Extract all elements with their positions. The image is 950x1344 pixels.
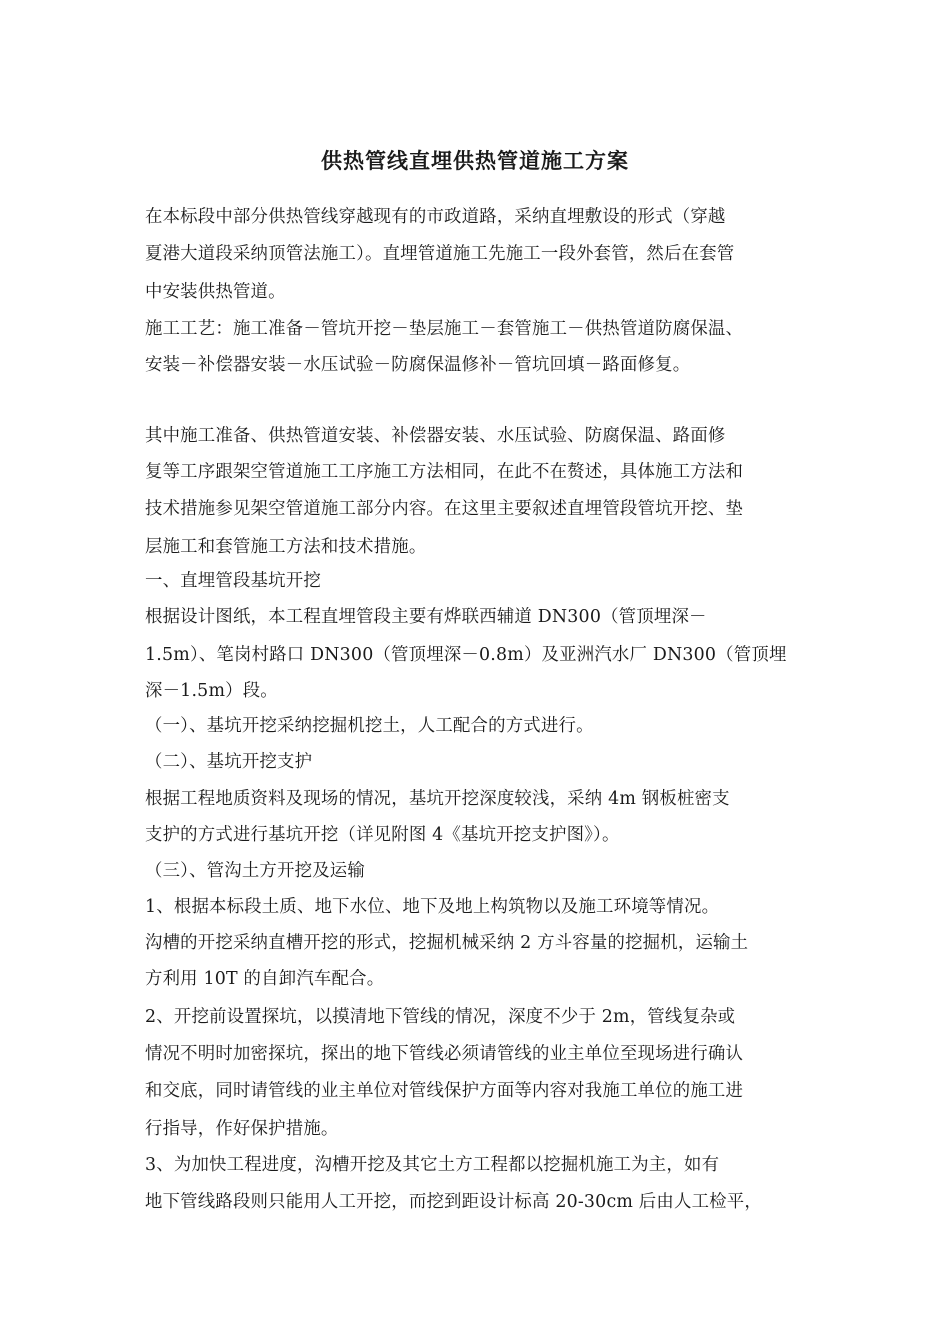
paragraph-line: 层施工和套管施工方法和技术措施。	[145, 537, 427, 557]
paragraph-line: 行指导，作好保护措施。	[145, 1119, 339, 1139]
subsection-heading: （一）、基坑开挖采纳挖掘机挖土，人工配合的方式进行。	[145, 716, 594, 736]
paragraph-line: 方利用 10T 的自卸汽车配合。	[145, 969, 385, 989]
paragraph-line: 其中施工准备、供热管道安装、补偿器安装、水压试验、防腐保温、路面修	[145, 426, 726, 446]
paragraph-line: 沟槽的开挖采纳直槽开挖的形式，挖掘机械采纳 2 方斗容量的挖掘机，运输土	[145, 933, 749, 953]
subsection-heading: （三）、管沟土方开挖及运输	[145, 861, 365, 881]
section-heading: 一、直埋管段基坑开挖	[145, 571, 321, 591]
paragraph-line: 技术措施参见架空管道施工部分内容。在这里主要叙述直埋管段管坑开挖、垫	[145, 499, 744, 519]
paragraph-line: 中安装供热管道。	[145, 282, 286, 302]
paragraph-line: 1.5m）、笔岗村路口 DN300（管顶埋深－0.8m）及亚洲汽水厂 DN300（管顶埋	[145, 645, 787, 665]
subsection-heading: （二）、基坑开挖支护	[145, 752, 313, 772]
paragraph-line: 夏港大道段采纳顶管法施工）。直埋管道施工先施工一段外套管，然后在套管	[145, 244, 735, 264]
paragraph-line: 根据工程地质资料及现场的情况，基坑开挖深度较浅，采纳 4m 钢板桩密支	[145, 789, 730, 809]
paragraph-line: 情况不明时加密探坑，探出的地下管线必须请管线的业主单位至现场进行确认	[145, 1044, 744, 1064]
paragraph-line: 深－1.5m）段。	[145, 681, 278, 701]
document-title: 供热管线直埋供热管道施工方案	[321, 148, 629, 173]
paragraph-line: 在本标段中部分供热管线穿越现有的市政道路，采纳直埋敷设的形式（穿越	[145, 207, 726, 227]
paragraph-line: 1、根据本标段土质、地下水位、地下及地上构筑物以及施工环境等情况。	[145, 897, 720, 917]
paragraph-line: 施工工艺：施工准备－管坑开挖－垫层施工－套管施工－供热管道防腐保温、	[145, 319, 744, 339]
paragraph-line: 3、为加快工程进度，沟槽开挖及其它土方工程都以挖掘机施工为主，如有	[145, 1155, 720, 1175]
paragraph-line: 地下管线路段则只能用人工开挖，而挖到距设计标高 20-30cm 后由人工检平，	[145, 1192, 762, 1212]
paragraph-line: 复等工序跟架空管道施工工序施工方法相同，在此不在赘述，具体施工方法和	[145, 462, 744, 482]
paragraph-line: 和交底，同时请管线的业主单位对管线保护方面等内容对我施工单位的施工进	[145, 1081, 744, 1101]
paragraph-line: 根据设计图纸，本工程直埋管段主要有烨联西辅道 DN300（管顶埋深－	[145, 607, 707, 627]
paragraph-line: 支护的方式进行基坑开挖（详见附图 4《基坑开挖支护图》）。	[145, 825, 620, 845]
paragraph-line: 2、开挖前设置探坑，以摸清地下管线的情况，深度不少于 2m，管线复杂或	[145, 1007, 736, 1027]
paragraph-line: 安装－补偿器安装－水压试验－防腐保温修补－管坑回填－路面修复。	[145, 355, 691, 375]
